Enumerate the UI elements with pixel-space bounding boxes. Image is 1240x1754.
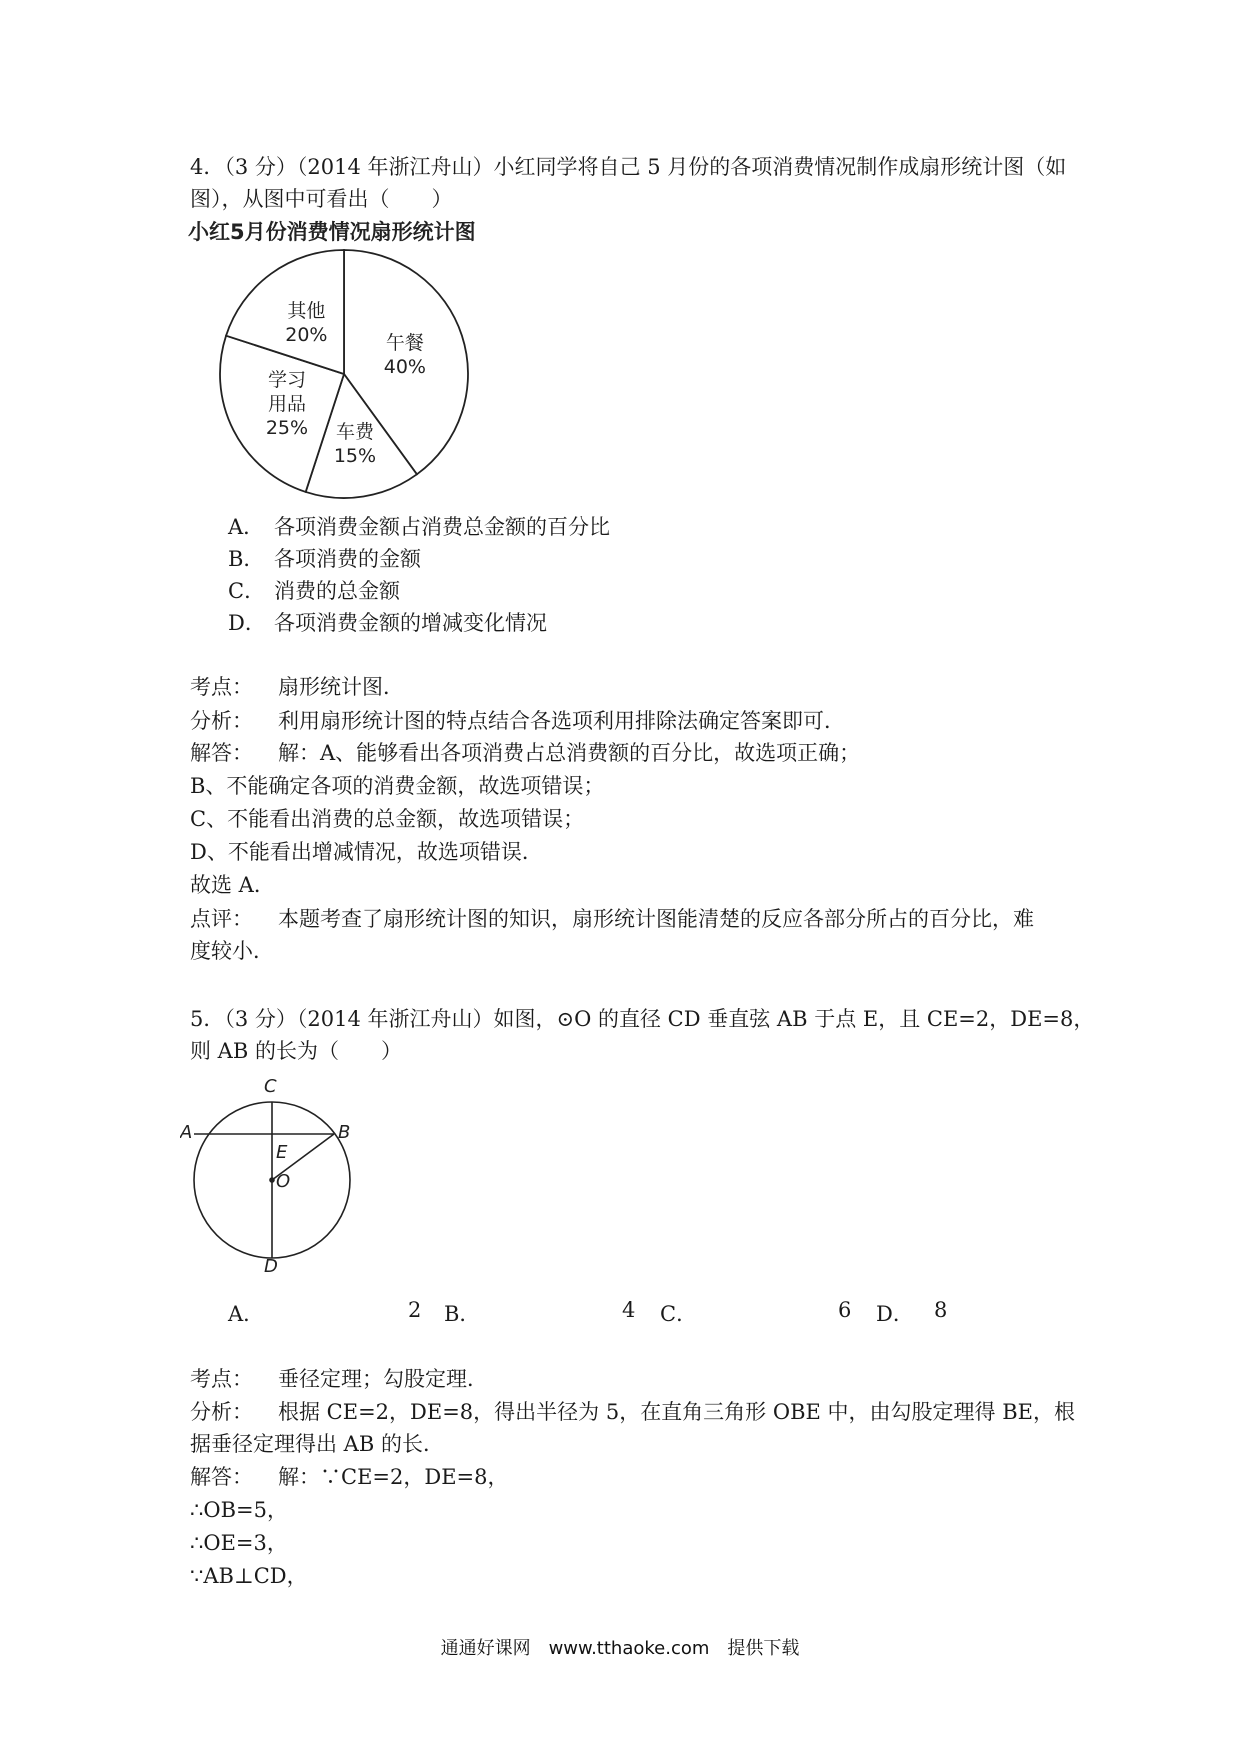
- pie-value-lunch: 40%: [383, 356, 426, 379]
- point-label-o: O: [276, 1171, 291, 1192]
- point-label-d: D: [264, 1256, 278, 1272]
- page-footer: 通通好课网 www.tthaoke.com 提供下载: [440, 1638, 800, 1659]
- point-label-c: C: [264, 1076, 277, 1097]
- q5-option-a-value: 2: [408, 1298, 422, 1322]
- q5-option-b[interactable]: [444, 1298, 480, 1328]
- pie-value-other: 20%: [285, 324, 328, 347]
- q4-step-3: D、不能看出增减情况，故选项错误．: [190, 840, 543, 864]
- q4-kaodian: [190, 672, 404, 702]
- q5-option-d-letter: D．: [876, 1302, 914, 1326]
- q5-fenxi-line2: 据垂径定理得出 AB 的长．: [190, 1432, 444, 1456]
- q5-option-c[interactable]: [660, 1298, 697, 1328]
- pie-value-fare: 15%: [333, 445, 377, 468]
- pie-label-lunch-0: 午餐: [385, 332, 424, 355]
- q4-jieda-label: 解答：: [190, 741, 253, 765]
- q5-option-c-value: 6: [838, 1298, 852, 1322]
- q5-option-a[interactable]: [228, 1298, 264, 1328]
- pie-chart-title: 小红5月份消费情况扇形统计图: [188, 220, 476, 244]
- q5-step-2: ∴OE=3，: [190, 1531, 288, 1555]
- q4-stem-line2: 图），从图中可看出（ ）: [190, 187, 453, 211]
- q4-fenxi: [190, 706, 845, 736]
- q5-jieda-text: 解：∵CE=2，DE=8，: [278, 1465, 509, 1489]
- q5-step-1: ∴OB=5，: [190, 1498, 288, 1522]
- q5-fenxi-text: 根据 CE=2，DE=8，得出半径为 5，在直角三角形 OBE 中，由勾股定理得 BE，根: [278, 1400, 1075, 1424]
- q4-dianping: [190, 904, 1034, 934]
- q4-option-c-text: 消费的总金额: [274, 579, 400, 603]
- q5-option-b-letter: B．: [444, 1302, 481, 1326]
- pie-value-supplies: 25%: [265, 417, 309, 440]
- q4-option-d-letter: D．: [228, 611, 266, 635]
- q5-jieda-label: 解答：: [190, 1465, 253, 1489]
- pie-chart: [214, 244, 474, 504]
- q4-option-c[interactable]: [228, 576, 400, 606]
- q4-step-2: C、不能看出消费的总金额，故选项错误；: [190, 807, 585, 831]
- q5-kaodian-label: 考点：: [190, 1367, 253, 1391]
- pie-label-fare-0: 车费: [335, 421, 374, 444]
- q4-option-d-text: 各项消费金额的增减变化情况: [274, 611, 547, 635]
- q4-option-a[interactable]: [228, 512, 610, 542]
- q5-kaodian: [190, 1364, 488, 1394]
- q5-option-a-letter: A．: [228, 1302, 265, 1326]
- q5-stem-line1: 5．（3 分）（2014 年浙江舟山）如图，⊙O 的直径 CD 垂直弦 AB 于点 E，且 CE=2，DE=8，: [190, 1007, 1095, 1031]
- q4-option-b-text: 各项消费的金额: [274, 547, 421, 571]
- q4-option-a-letter: A．: [228, 515, 265, 539]
- q4-option-d[interactable]: [228, 608, 547, 638]
- q4-dianping-line2: 度较小．: [190, 939, 274, 963]
- q5-stem-line2: 则 AB 的长为（ ）: [190, 1039, 402, 1063]
- q5-option-d[interactable]: [876, 1298, 914, 1328]
- q5-fenxi: [190, 1397, 1075, 1427]
- q5-fenxi-label: 分析：: [190, 1400, 253, 1424]
- q4-option-b[interactable]: [228, 544, 421, 574]
- q5-step-3: ∵AB⊥CD，: [190, 1564, 308, 1588]
- q5-option-d-value: 8: [934, 1298, 948, 1322]
- q4-kaodian-text: 扇形统计图．: [278, 675, 404, 699]
- q5-jieda: [190, 1462, 508, 1492]
- point-label-a: A: [180, 1122, 193, 1143]
- pie-label-supplies-1: 用品: [267, 393, 306, 416]
- q4-option-c-letter: C．: [228, 579, 266, 603]
- q4-stem-line1: 4．（3 分）（2014 年浙江舟山）小红同学将自己 5 月份的各项消费情况制作成扇形统计图（如: [190, 155, 1067, 179]
- q4-fenxi-text: 利用扇形统计图的特点结合各选项利用排除法确定答案即可．: [278, 709, 845, 733]
- q5-kaodian-text: 垂径定理；勾股定理．: [278, 1367, 488, 1391]
- q4-jieda: [190, 738, 860, 768]
- point-label-b: B: [338, 1122, 351, 1143]
- pie-label-supplies-0: 学习: [267, 369, 306, 392]
- q4-step-1: B、不能确定各项的消费金额，故选项错误；: [190, 774, 605, 798]
- q4-step-4: 故选 A．: [190, 873, 275, 897]
- circle-figure: [180, 1072, 380, 1272]
- q5-option-c-letter: C．: [660, 1302, 698, 1326]
- q4-option-b-letter: B．: [228, 547, 265, 571]
- q4-fenxi-label: 分析：: [190, 709, 253, 733]
- q5-option-b-value: 4: [622, 1298, 636, 1322]
- q4-kaodian-label: 考点：: [190, 675, 253, 699]
- point-label-e: E: [276, 1142, 288, 1163]
- q4-option-a-text: 各项消费金额占消费总金额的百分比: [274, 515, 610, 539]
- q4-dianping-text: 本题考查了扇形统计图的知识，扇形统计图能清楚的反应各部分所占的百分比，难: [278, 907, 1034, 931]
- center-dot: [269, 1177, 275, 1183]
- q4-jieda-text: 解：A、能够看出各项消费占总消费额的百分比，故选项正确；: [278, 741, 861, 765]
- pie-label-other-0: 其他: [287, 300, 326, 323]
- q4-dianping-label: 点评：: [190, 907, 253, 931]
